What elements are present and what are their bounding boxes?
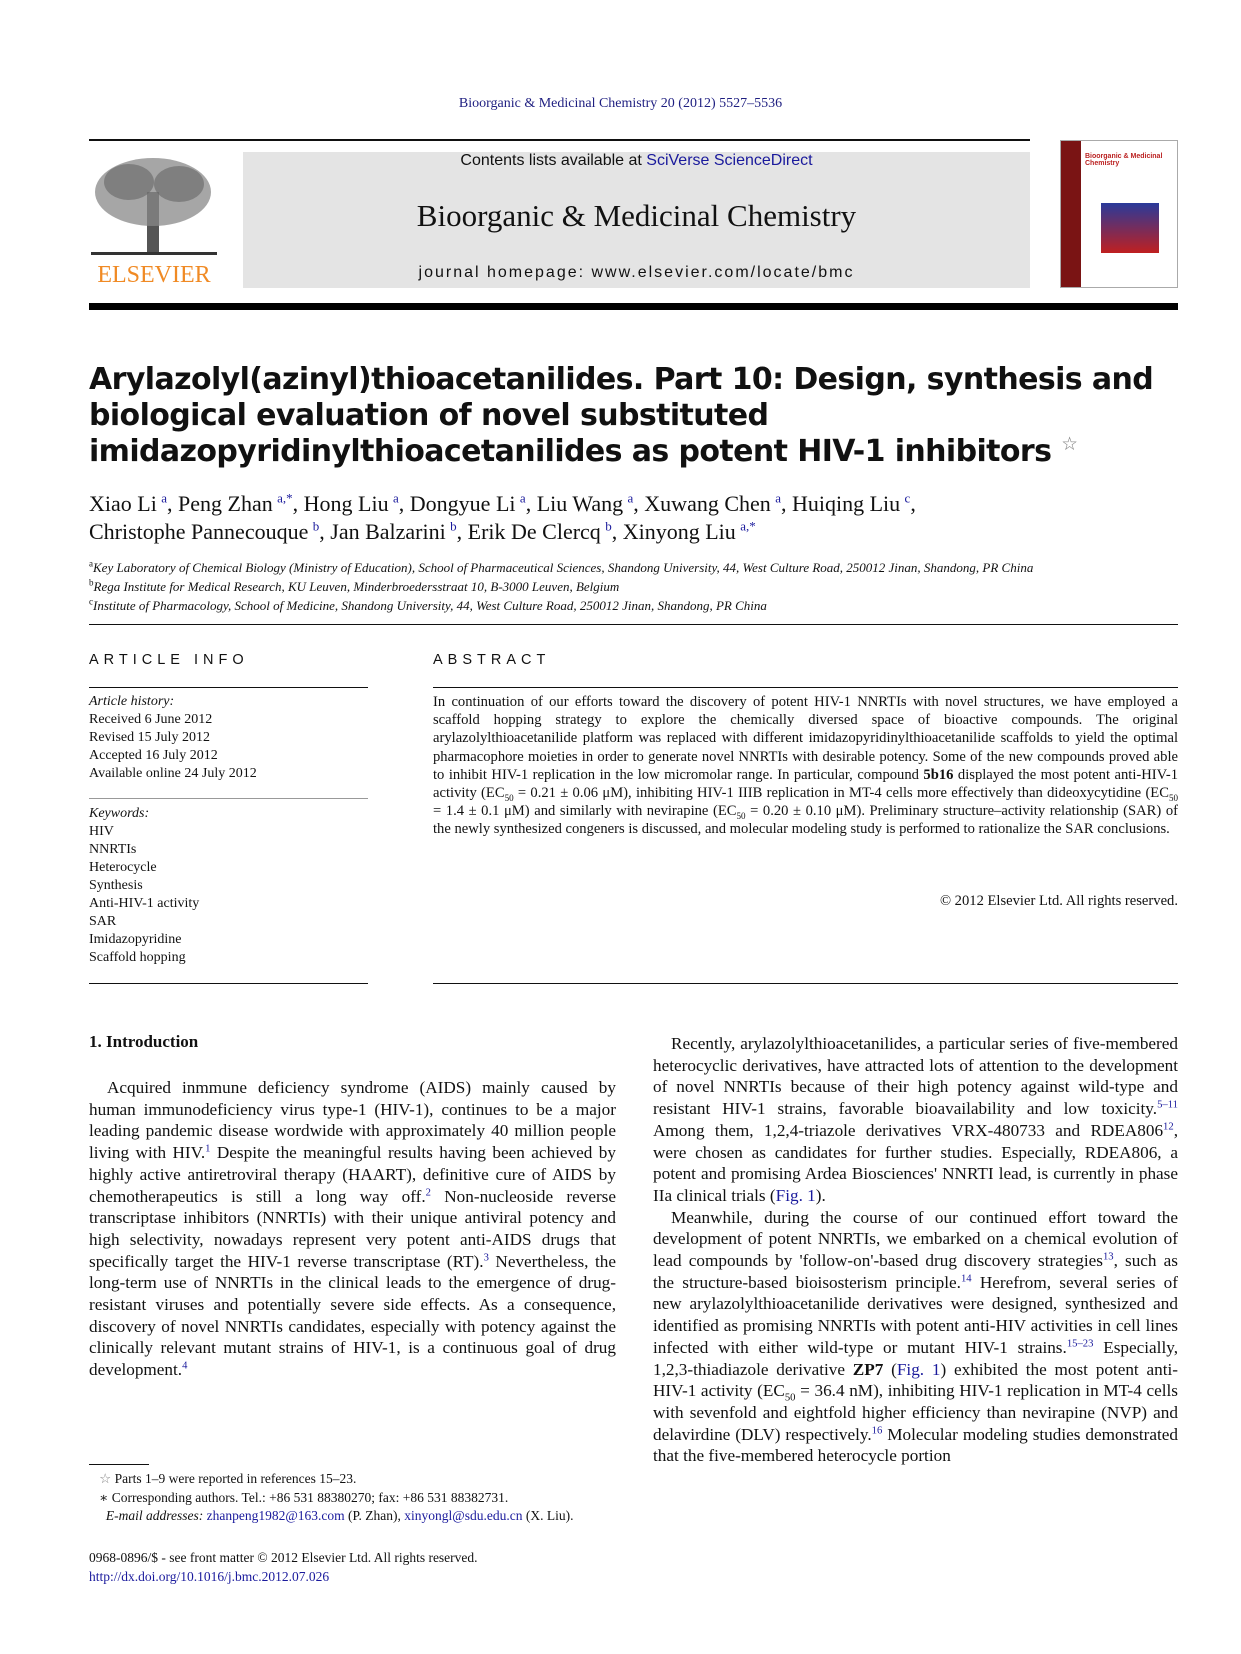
divider <box>89 687 368 688</box>
figure-link[interactable]: Fig. 1 <box>896 1359 941 1379</box>
divider <box>433 687 1178 688</box>
email-label: E-mail addresses: <box>105 1508 204 1523</box>
author-name: Xinyong Liu <box>622 519 736 544</box>
subscript: 50 <box>784 1392 796 1404</box>
author <box>537 491 645 516</box>
author <box>178 491 304 516</box>
author-separator: , <box>525 491 537 516</box>
author-separator: , <box>292 491 304 516</box>
author-affiliation-mark[interactable]: a <box>627 490 634 506</box>
author-name: Xuwang Chen <box>644 491 771 516</box>
divider <box>89 798 368 799</box>
footnote-divider <box>89 1464 149 1465</box>
affiliation-key: c <box>89 596 93 607</box>
author-separator: , <box>167 491 179 516</box>
subscript: 50 <box>504 792 514 803</box>
body-column-left <box>89 1077 616 1381</box>
author-affiliation-mark[interactable]: a,* <box>740 518 756 534</box>
author-separator: , <box>910 491 916 516</box>
author-affiliation-mark[interactable]: b <box>605 518 612 534</box>
text-run: = 0.21 ± 0.06 μM), inhibiting HIV-1 IIIB replication in MT-4 cells more effectively than dideoxycytidine (EC <box>513 785 1169 802</box>
text-run: ( <box>883 1359 897 1379</box>
text-run: Meanwhile, during the course of our continued effort toward the development of potent NNRTIs, we embarked on a chemical evolution of lead compounds by 'follow-on'-based drug discovery strategies <box>653 1207 1178 1271</box>
contents-line <box>243 152 1030 170</box>
text-run: displayed the most potent anti-HIV-1 activity (EC <box>433 766 1178 802</box>
paragraph <box>89 1077 616 1381</box>
asterisk-mark: ∗ <box>99 1489 109 1505</box>
citation[interactable]: 14 <box>960 1273 972 1284</box>
keyword: Heterocycle <box>89 860 157 875</box>
abstract-body <box>433 693 1178 839</box>
keyword: Synthesis <box>89 878 143 893</box>
citation[interactable]: 4 <box>182 1360 188 1372</box>
email-link[interactable]: zhanpeng1982@163.com <box>206 1508 345 1523</box>
cover-title: Bioorganic & Medicinal Chemistry <box>1085 153 1163 167</box>
author <box>89 491 178 516</box>
affiliation <box>89 596 1178 615</box>
logo-text: ELSEVIER <box>97 262 211 288</box>
author-affiliation-mark[interactable]: a <box>519 490 526 506</box>
divider <box>89 139 1030 141</box>
subscript: 50 <box>1168 792 1178 803</box>
paragraph <box>653 1033 1178 1207</box>
citation[interactable]: 15–23 <box>1066 1338 1094 1350</box>
divider <box>89 624 1178 625</box>
affiliation-text: Institute of Pharmacology, School of Medicine, Shandong University, 44, West Culture Road, 250012 Jinan, Shandong, PR China <box>93 598 767 613</box>
keyword: Anti-HIV-1 activity <box>89 896 200 911</box>
history-item: Revised 15 July 2012 <box>89 730 210 745</box>
journal-reference[interactable]: Bioorganic & Medicinal Chemistry 20 (2012) 5527–5536 <box>458 96 783 111</box>
author-affiliation-mark[interactable]: c <box>904 490 911 506</box>
divider <box>89 983 368 984</box>
affiliation <box>89 577 1178 596</box>
subscript: 50 <box>736 811 746 822</box>
footnote-corresponding <box>89 1489 629 1508</box>
author <box>644 491 792 516</box>
text-run: Nevertheless, the long-term use of NNRTIs in the clinical leads to the emergence of drug-resistant viruses and potentially severe side effects. As a consequence, discovery of novel NNRTIs candidates, especially with potency against the clinically relevant mutant strains of HIV-1, is a continuous goal of drug development. <box>89 1251 616 1380</box>
title-text: Arylazolyl(azinyl)thioacetanilides. Part 10: Design, synthesis and biological evaluation of novel substituted imidazopyridinylthioacetanilides as potent HIV-1 inhibitors <box>89 362 1154 469</box>
paragraph <box>653 1207 1178 1467</box>
divider <box>433 983 1178 984</box>
journal-title: Bioorganic & Medicinal Chemistry <box>416 198 857 233</box>
footnote-text: Parts 1–9 were reported in references 15–23. <box>114 1471 357 1486</box>
history-item: Available online 24 July 2012 <box>89 766 257 781</box>
author-name: Christophe Pannecouque <box>89 519 309 544</box>
author <box>89 519 330 544</box>
author-separator: , <box>456 519 468 544</box>
text-run: Acquired inmmune deficiency syndrome (AIDS) mainly caused by human immunodeficiency virus type-1 (HIV-1), continues to be a major leading pandemic disease wordwide with approximately 40 million people living with HIV. <box>89 1078 616 1163</box>
author <box>792 491 916 516</box>
author <box>330 519 467 544</box>
journal-banner <box>243 152 1030 288</box>
affiliation-key: a <box>89 558 93 569</box>
author-name: Hong Liu <box>303 491 389 516</box>
footnote-emails <box>89 1507 629 1526</box>
author-separator: , <box>611 519 623 544</box>
footnote-star <box>89 1470 629 1489</box>
citation[interactable]: 2 <box>425 1186 431 1198</box>
author-name: Erik De Clercq <box>467 519 601 544</box>
author-affiliation-mark[interactable]: a,* <box>277 490 293 506</box>
affiliation-text: Key Laboratory of Chemical Biology (Ministry of Education), School of Pharmaceutical Sciences, Shandong University, 44, West Culture Road, 250012 Jinan, Shandong, PR China <box>93 560 1034 575</box>
email-owner: (X. Liu). <box>522 1508 574 1523</box>
author-separator: , <box>780 491 792 516</box>
contents-prefix: Contents lists available at <box>460 152 647 169</box>
header-bar <box>89 303 1178 310</box>
text-run: Non-nucleoside reverse transcriptase inhibitors (NNRTIs) with their unique antiviral potency and high selectivity, nowadays represent very potent anti-AIDS drugs that specifically target the HIV-1 reverse transcriptase (RT). <box>89 1186 616 1271</box>
doi-link[interactable]: http://dx.doi.org/10.1016/j.bmc.2012.07.026 <box>89 1568 330 1584</box>
email-link[interactable]: xinyongl@sdu.edu.cn <box>404 1508 523 1523</box>
author-name: Huiqing Liu <box>791 491 901 516</box>
keyword: Scaffold hopping <box>89 950 186 965</box>
text-run: Despite the meaningful results having been achieved by highly active antiretroviral therapy (HAART), definitive cure of AIDS by chemotherapeutics is still a long way off. <box>89 1143 616 1206</box>
copyright: © 2012 Elsevier Ltd. All rights reserved. <box>939 893 1178 909</box>
author-separator: , <box>319 519 331 544</box>
author-name: Peng Zhan <box>178 491 273 516</box>
text-run: = 1.4 ± 0.1 μM) and similarly with nevirapine (EC <box>433 803 737 820</box>
author-separator: , <box>398 491 410 516</box>
author <box>410 491 537 516</box>
star-mark: ☆ <box>99 1471 112 1486</box>
text-run: = 36.4 nM), inhibiting HIV-1 replication in MT-4 cells with sevenfold and eightfold higher efficiency than nevirapine (NVP) and delavirdine (DLV) respectively. <box>653 1381 1178 1444</box>
citation[interactable]: 12 <box>1163 1121 1174 1133</box>
keywords-label: Keywords: <box>89 806 150 821</box>
article-info-heading: ARTICLE INFO <box>89 652 249 668</box>
keywords <box>89 805 199 967</box>
footnotes <box>89 1470 629 1526</box>
author-affiliation-mark[interactable]: b <box>312 518 320 534</box>
text-run: Herefrom, several series of new arylazolylthioacetanilide derivatives were designed, synthesized and identified as promising NNRTIs with potent anti-HIV activities in cell lines infected with either wild-type or mutant HIV-1 strains. <box>653 1272 1178 1357</box>
author-affiliation-mark[interactable]: a <box>393 490 399 506</box>
history-item: Accepted 16 July 2012 <box>89 748 218 763</box>
text-run: = 0.20 ± 0.10 μM). Preliminary structure–activity relationship (SAR) of the newly synthesized congeners is discussed, and molecular modeling study is performed to rationalize the SAR conclusions. <box>433 803 1178 838</box>
author-affiliation-mark[interactable]: a <box>775 490 781 506</box>
text-run: Recently, arylazolylthioacetanilides, a particular series of five-membered heterocyclic derivatives, have attracted lots of attention to the development of novel NNRTIs because of their high potency against wild-type and resistant HIV-1 strains, favorable bioavailability and low toxicity. <box>653 1034 1178 1119</box>
tree-icon <box>89 152 219 288</box>
author-name: Dongyue Li <box>409 491 516 516</box>
author <box>623 519 756 544</box>
cover-image <box>1101 203 1159 253</box>
keyword: NNRTIs <box>89 842 137 857</box>
text-run: ) exhibited the most potent anti-HIV-1 activity (EC <box>653 1359 1178 1401</box>
history-label: Article history: <box>89 694 175 709</box>
citation[interactable]: 1 <box>205 1143 211 1155</box>
citation[interactable]: 13 <box>1102 1251 1114 1263</box>
figure-link[interactable]: Fig. 1 <box>775 1185 816 1205</box>
journal-cover <box>1060 140 1178 288</box>
article-title <box>89 362 1178 470</box>
author-list <box>89 490 1178 546</box>
keyword: SAR <box>89 914 117 929</box>
author <box>304 491 410 516</box>
page-footer <box>89 1549 478 1586</box>
keyword: Imidazopyridine <box>89 932 182 947</box>
citation[interactable]: 5–11 <box>1157 1099 1178 1111</box>
text-run: In continuation of our efforts toward the discovery of potent HIV-1 NNRTIs with novel structures, we have employed a scaffold hopping strategy to explore the chemically diversed space of bioactive compounds. The original arylazolylthioacetanilide platform was replaced with different imidazopyridinylthioacetanilide scaffolds to yield the optimal pharmacophore moieties in order to generate novel NNRTIs with desirable potency. Some of the new compounds proved able to inhibit HIV-1 replication in the low micromolar range. In particular, compound <box>433 694 1178 783</box>
text-run: , were chosen as candidates for further studies. Especially, RDEA806, a potent and promising Ardea Biosciences' NNRTI lead, is currently in phase IIa clinical trials ( <box>653 1120 1178 1205</box>
elsevier-logo <box>89 152 219 288</box>
text-run: , such as the structure-based bioisosterism principle. <box>653 1251 1178 1292</box>
sciencedirect-link[interactable]: SciVerse ScienceDirect <box>646 152 813 169</box>
footnote-text: Corresponding authors. Tel.: +86 531 88380270; fax: +86 531 88382731. <box>111 1489 509 1505</box>
author-name: Jan Balzarini <box>330 519 446 544</box>
author <box>468 519 623 544</box>
affiliation <box>89 558 1178 577</box>
citation[interactable]: 16 <box>871 1424 883 1436</box>
text-run: Especially, 1,2,3-thiadiazole derivative <box>653 1337 1178 1379</box>
author-affiliation-mark[interactable]: a <box>161 490 168 506</box>
title-footnote-star[interactable]: ☆ <box>1061 434 1078 455</box>
author-name: Xiao Li <box>89 491 157 516</box>
text-run: ). <box>815 1185 826 1205</box>
text-run: Molecular modeling studies demonstrated that the five-membered heterocycle portion <box>653 1424 1179 1466</box>
body-column-right <box>653 1033 1178 1467</box>
citation[interactable]: 3 <box>483 1251 489 1263</box>
abstract-heading: ABSTRACT <box>433 652 551 668</box>
article-history <box>89 693 257 783</box>
author-affiliation-mark[interactable]: b <box>450 518 457 534</box>
keyword: HIV <box>89 824 114 839</box>
section-heading-introduction: 1. Introduction <box>89 1032 199 1051</box>
journal-homepage[interactable]: journal homepage: www.elsevier.com/locate/bmc <box>418 264 855 281</box>
affiliation-text: Rega Institute for Medical Research, KU Leuven, Minderbroedersstraat 10, B-3000 Leuven, Belgium <box>93 579 620 594</box>
history-item: Received 6 June 2012 <box>89 712 213 727</box>
text-run: Among them, 1,2,4-triazole derivatives VRX-480733 and RDEA806 <box>653 1120 1164 1140</box>
affiliations <box>89 558 1178 615</box>
compound-label: 5b16 <box>923 766 954 783</box>
author-separator: , <box>633 491 645 516</box>
affiliation-key: b <box>89 577 94 588</box>
email-owner: (P. Zhan), <box>344 1508 405 1523</box>
compound-label: ZP7 <box>852 1359 884 1379</box>
author-name: Liu Wang <box>536 491 624 516</box>
issn-line: 0968-0896/$ - see front matter © 2012 Elsevier Ltd. All rights reserved. <box>89 1550 478 1565</box>
